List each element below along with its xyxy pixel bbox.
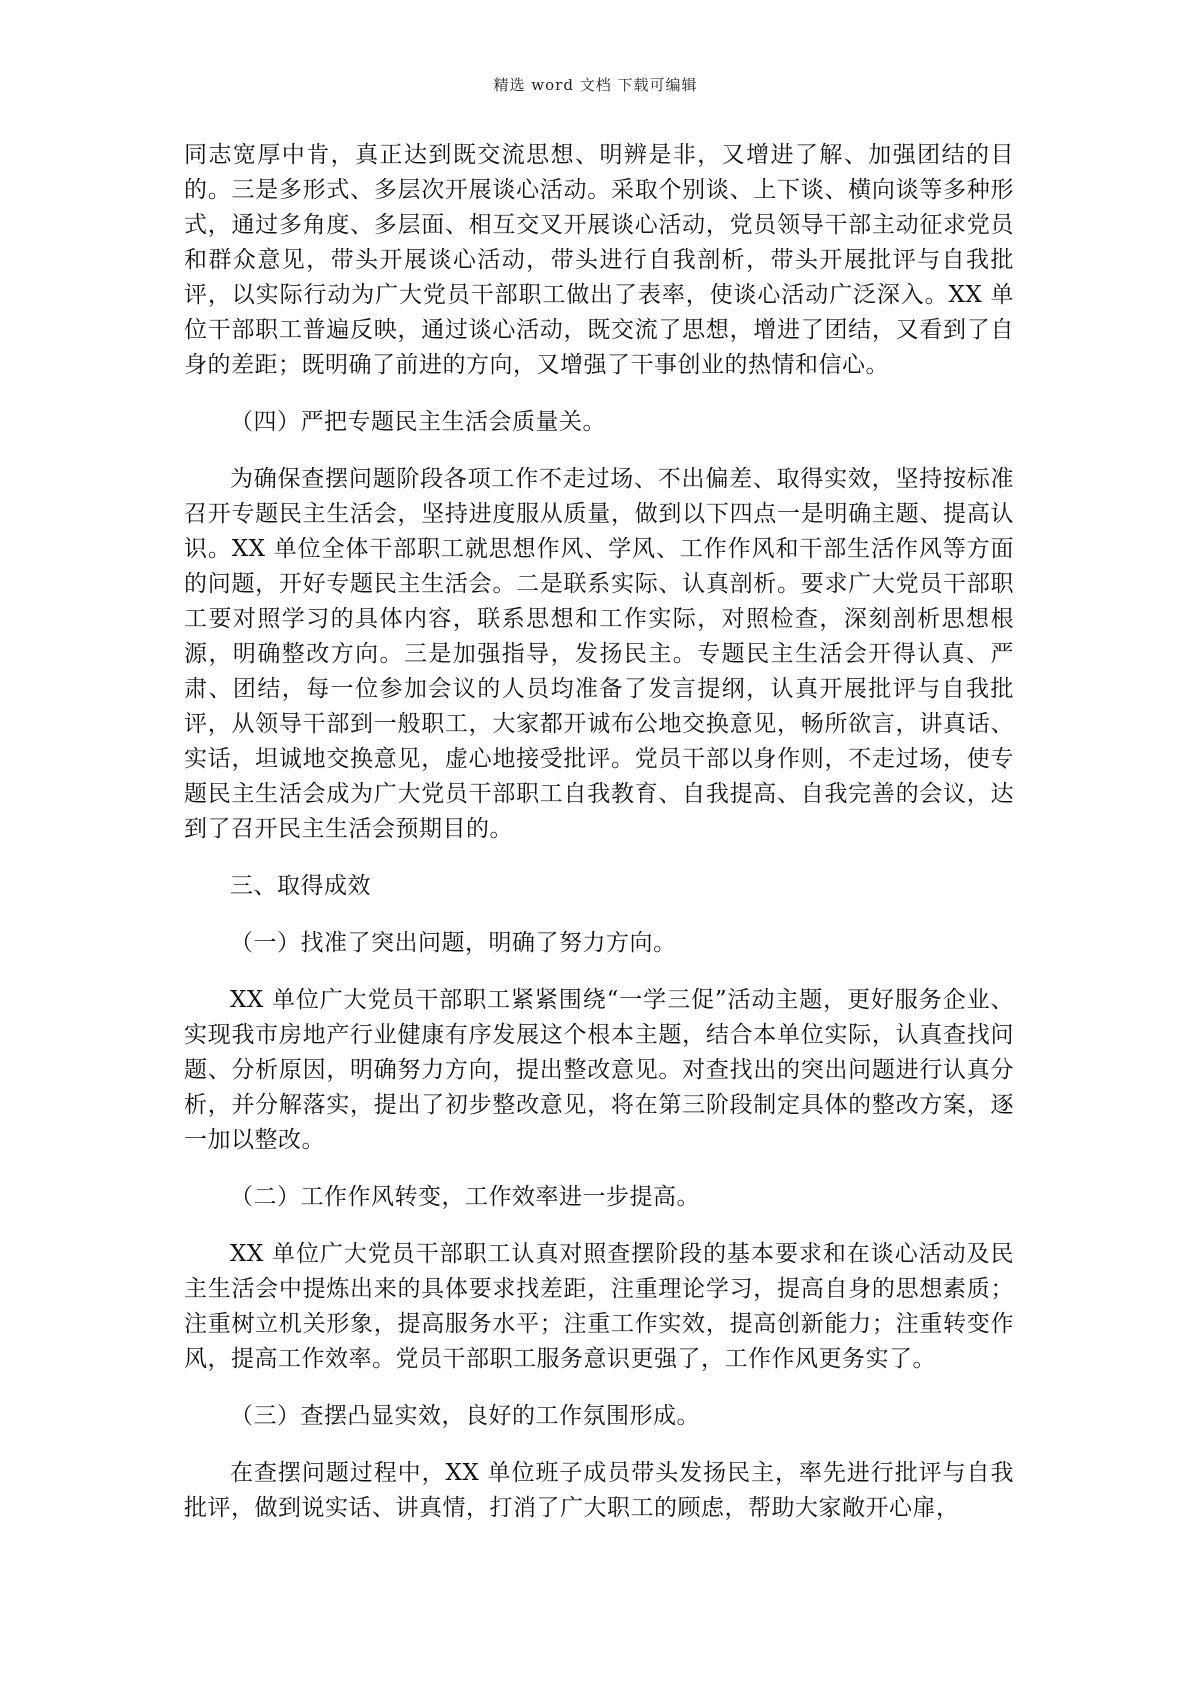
heading-part-3: 三、取得成效 (230, 873, 371, 899)
heading-result-1: （一）找准了突出问题，明确了努力方向。 (230, 930, 677, 956)
heading-result-3: （三）查摆凸显实效，良好的工作氛围形成。 (230, 1403, 700, 1429)
document-body (184, 138, 1014, 1526)
heading-result-2: （二）工作作风转变，工作效率进一步提高。 (230, 1184, 700, 1210)
heading-section-4: （四）严把专题民主生活会质量关。 (230, 409, 606, 435)
paragraph-result-1: XX 单位广大党员干部职工紧紧围绕“一学三促”活动主题，更好服务企业、实现我市房地产行业健康有序发展这个根本主题，结合本单位实际，认真查找问题、分析原因，明确努力方向，提出整改意见。对查找出的突出问题进行认真分析，并分解落实，提出了初步整改意见，将在第三阶段制定具体的整改方案，逐一加以整改。 (184, 987, 1014, 1153)
paragraph-continuation: 同志宽厚中肯，真正达到既交流思想、明辨是非，又增进了解、加强团结的目的。三是多形式、多层次开展谈心活动。采取个别谈、上下谈、横向谈等多种形式，通过多角度、多层面、相互交叉开展谈心活动，党员领导干部主动征求党员和群众意见，带头开展谈心活动，带头进行自我剖析，带头开展批评与自我批评，以实际行动为广大党员干部职工做出了表率，使谈心活动广泛深入。XX 单位干部职工普遍反映，通过谈心活动，既交流了思想，增进了团结，又看到了自身的差距；既明确了前进的方向，又增强了干事创业的热情和信心。 (184, 142, 1014, 378)
page-header: 精选 word 文档 下载可编辑 (493, 76, 698, 94)
paragraph-result-3: 在查摆问题过程中，XX 单位班子成员带头发扬民主，率先进行批评与自我批评，做到说实话、讲真情，打消了广大职工的顾虑，帮助大家敞开心扉， (184, 1460, 1014, 1521)
paragraph-result-2: XX 单位广大党员干部职工认真对照查摆阶段的基本要求和在谈心活动及民主生活会中提炼出来的具体要求找差距，注重理论学习，提高自身的思想素质；注重树立机关形象，提高服务水平；注重工作实效，提高创新能力；注重转变作风，提高工作效率。党员干部职工服务意识更强了，工作作风更务实了。 (184, 1241, 1014, 1372)
paragraph-section-4: 为确保查摆问题阶段各项工作不走过场、不出偏差、取得实效，坚持按标准召开专题民主生活会，坚持进度服从质量，做到以下四点一是明确主题、提高认识。XX 单位全体干部职工就思想作风、学风、工作作风和干部生活作风等方面的问题，开好专题民主生活会。二是联系实际、认真剖析。要求广大党员干部职工要对照学习的具体内容，联系思想和工作实际，对照检查，深刻剖析思想根源，明确整改方向。三是加强指导，发扬民主。专题民主生活会开得认真、严肃、团结，每一位参加会议的人员均准备了发言提纲，认真开展批评与自我批评，从领导干部到一般职工，大家都开诚布公地交换意见，畅所欲言，讲真话、实话，坦诚地交换意见，虚心地接受批评。党员干部以身作则，不走过场，使专题民主生活会成为广大党员干部职工自我教育、自我提高、自我完善的会议，达到了召开民主生活会预期目的。 (184, 466, 1014, 842)
